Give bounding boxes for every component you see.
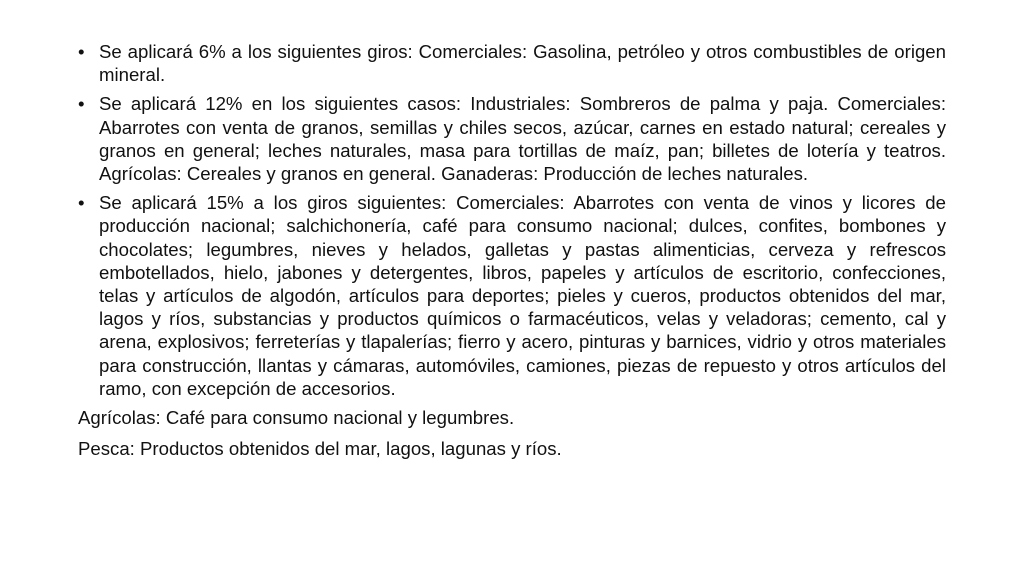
bullet-text: Se aplicará 12% en los siguientes casos: Industriales: Sombreros de palma y paja. Comerciales: Abarrotes con venta de granos, semillas y chiles secos, azúcar, carnes en estado natural; cereales y granos en general; leches naturales, masa para tortillas de maíz, pan; billetes de lotería y teatros. Agrícolas: Cereales y granos en general. Ganaderas: Producción de leches naturales. <box>99 93 946 185</box>
paragraph-agricolas: Agrícolas: Café para consumo nacional y legumbres. <box>78 407 515 429</box>
bullet-dot-icon: • <box>78 192 85 214</box>
slide-body <box>78 40 946 468</box>
bullet-item-6-percent <box>78 40 946 86</box>
bullet-item-12-percent <box>78 92 946 185</box>
bullet-dot-icon: • <box>78 41 85 62</box>
bullet-text: Se aplicará 15% a los giros siguientes: Comerciales: Abarrotes con venta de vinos y licores de producción nacional; salchichonería, café para consumo nacional; dulces, confites, bombones y chocolates; legumbres, nieves y helados, galletas y pastas alimenticias, cerveza y refrescos embotellados, hielo, jabones y detergentes, libros, papeles y artículos de escritorio, confecciones, telas y artículos de algodón, artículos para deportes; pieles y cueros, productos obtenidos del mar, lagos y ríos, substancias y productos químicos o farmacéuticos, velas y veladoras; cemento, cal y arena, explosivos; ferreterías y tlapalerías; fierro y acero, pinturas y barnices, vidrio y otros materiales para construcción, llantas y cámaras, automóviles, camiones, piezas de repuesto y otros artículos del ramo, con excepción de accesorios. <box>99 192 946 399</box>
bullet-list <box>78 40 946 400</box>
paragraph-pesca: Pesca: Productos obtenidos del mar, lagos, lagunas y ríos. <box>78 438 562 460</box>
bullet-item-15-percent <box>78 191 946 400</box>
bullet-dot-icon: • <box>78 93 85 115</box>
bullet-text: Se aplicará 6% a los siguientes giros: Comerciales: Gasolina, petróleo y otros combustibles de origen mineral. <box>99 41 946 86</box>
